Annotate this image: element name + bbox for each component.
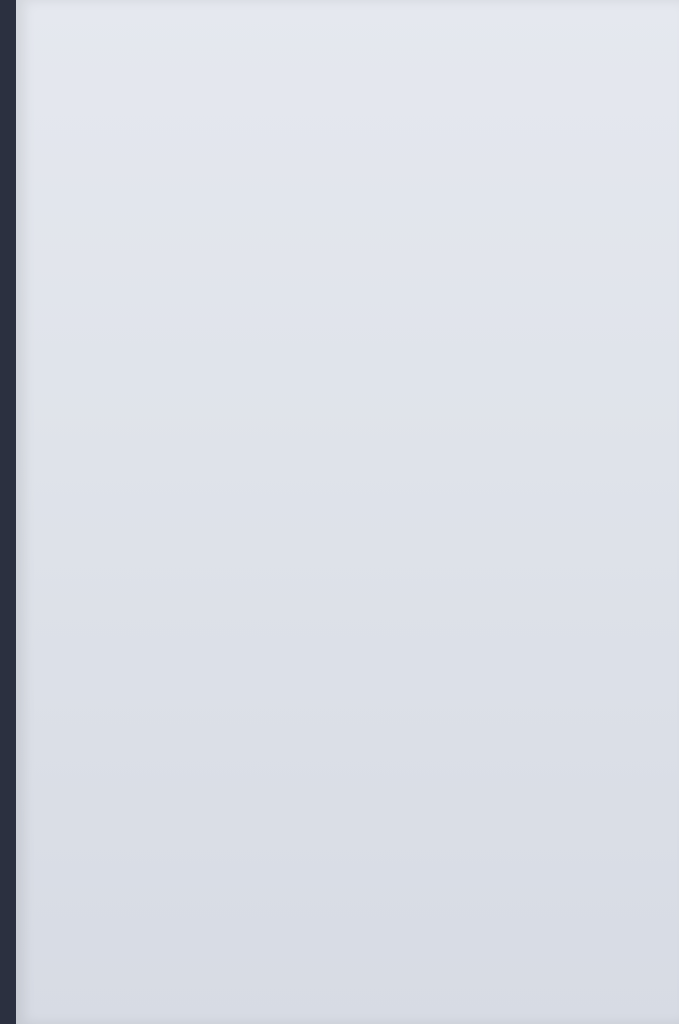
book-page: [16, 0, 679, 1024]
leader-dots: [176, 152, 615, 174]
intro-entry: [16, 152, 679, 174]
